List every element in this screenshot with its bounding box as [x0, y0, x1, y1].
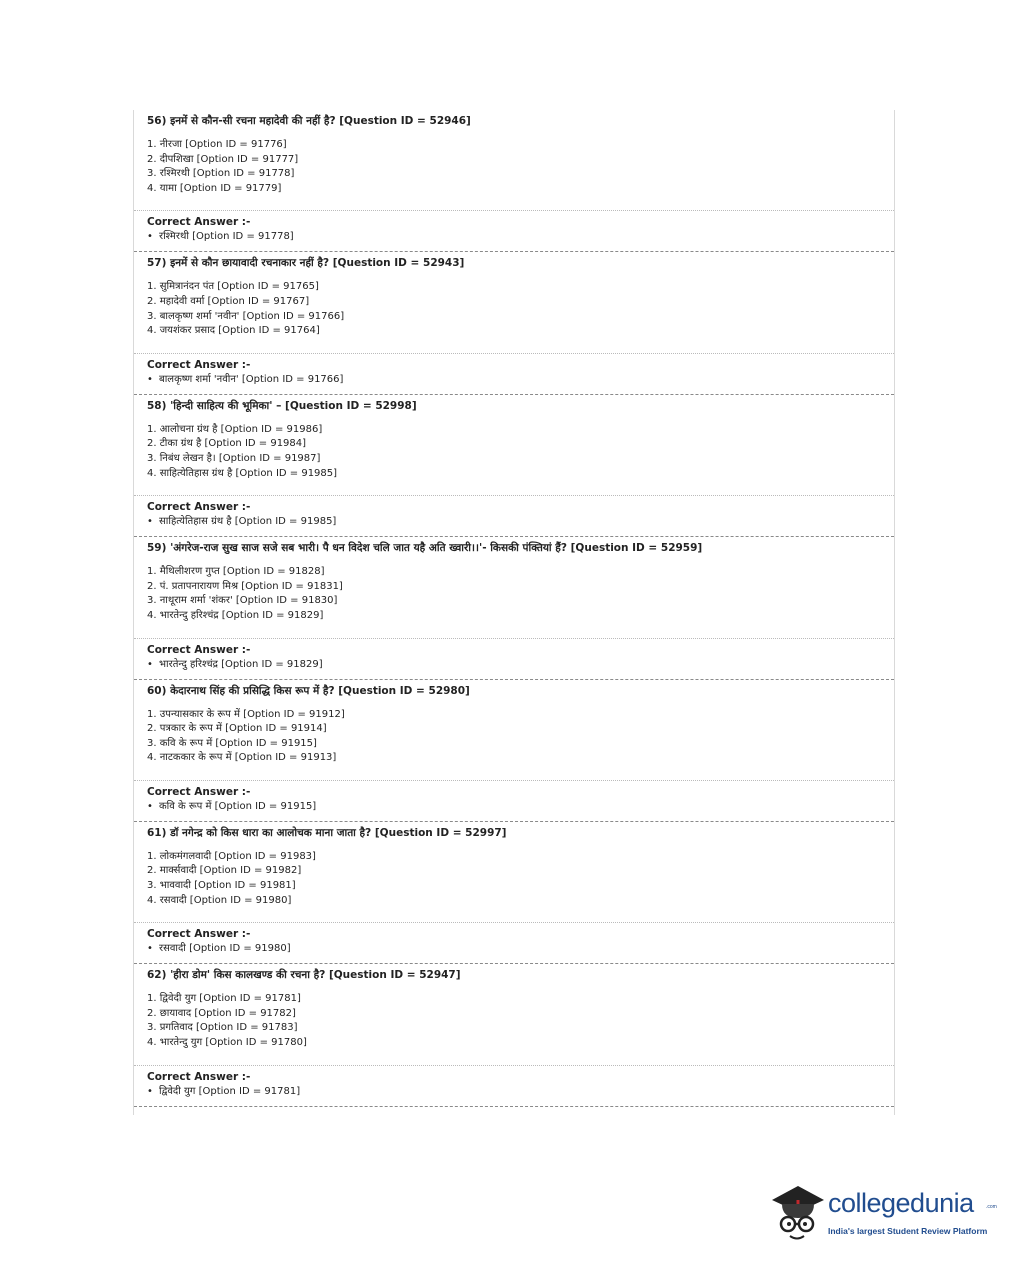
correct-answer: [147, 941, 881, 957]
option-item: 4. भारतेन्दु युग [Option ID = 91780]: [147, 1037, 307, 1049]
bullet-icon: •: [147, 231, 153, 243]
option-item: 2. महादेवी वर्मा [Option ID = 91767]: [147, 295, 310, 307]
bullet-icon: •: [147, 943, 153, 955]
question-title: 57) इनमें से कौन छायावादी रचनाकार नहीं है? [Question ID = 52943]: [147, 257, 465, 270]
correct-answer-text: कवि के रूप में [Option ID = 91915]: [159, 800, 317, 812]
correct-answer: [147, 514, 881, 530]
option-item: 4. जयशंकर प्रसाद [Option ID = 91764]: [147, 325, 320, 337]
answer-divider: [134, 210, 894, 211]
bullet-icon: •: [147, 658, 153, 670]
student-mascot-icon: [768, 1178, 826, 1244]
correct-answer-label: Correct Answer :-: [147, 501, 251, 514]
option-item: 3. बालकृष्ण शर्मा 'नवीन' [Option ID = 91766]: [147, 310, 345, 322]
options-list: [147, 138, 881, 196]
question-title: 58) 'हिन्दी साहित्य की भूमिका' – [Question ID = 52998]: [147, 399, 417, 412]
option-item: 4. यामा [Option ID = 91779]: [147, 182, 282, 194]
option-item: 1. लोकमंगलवादी [Option ID = 91983]: [147, 850, 316, 862]
collegedunia-logo[interactable]: [768, 1178, 1000, 1248]
option-item: 1. सुमित्रानंदन पंत [Option ID = 91765]: [147, 281, 319, 293]
correct-answer: [147, 229, 881, 245]
correct-answer-label: Correct Answer :-: [147, 1070, 251, 1083]
logo-wordmark: collegedunia: [828, 1188, 974, 1218]
answer-divider: [134, 495, 894, 496]
answer-divider: [134, 780, 894, 781]
option-item: 3. रश्मिरथी [Option ID = 91778]: [147, 168, 295, 180]
option-item: 4. साहित्येतिहास ग्रंथ है [Option ID = 91985]: [147, 467, 338, 479]
question-title: 62) 'हीरा डोम' किस कालखण्ड की रचना है? [Question ID = 52947]: [147, 969, 461, 982]
option-item: 4. भारतेन्दु हरिश्चंद्र [Option ID = 91829]: [147, 609, 324, 621]
options-list: [147, 280, 881, 338]
correct-answer-text: रसवादी [Option ID = 91980]: [159, 943, 291, 955]
option-item: 2. मार्क्सवादी [Option ID = 91982]: [147, 865, 302, 877]
bullet-icon: •: [147, 1085, 153, 1097]
question-block-61: [134, 822, 894, 964]
correct-answer: [147, 657, 881, 673]
question-title: 61) डॉ नगेन्द्र को किस धारा का आलोचक माना जाता है? [Question ID = 52997]: [147, 826, 507, 839]
logo-domain: .com: [986, 1204, 997, 1210]
correct-answer: [147, 372, 881, 388]
bullet-icon: •: [147, 800, 153, 812]
question-block-62: [134, 964, 894, 1106]
correct-answer-label: Correct Answer :-: [147, 928, 251, 941]
answer-divider: [134, 1065, 894, 1066]
option-item: 1. मैथिलीशरण गुप्त [Option ID = 91828]: [147, 566, 325, 578]
option-item: 3. कवि के रूप में [Option ID = 91915]: [147, 737, 317, 749]
options-list: [147, 565, 881, 623]
question-title: 56) इनमें से कौन-सी रचना महादेवी की नहीं है? [Question ID = 52946]: [147, 115, 471, 127]
option-item: 2. पत्रकार के रूप में [Option ID = 91914]: [147, 723, 327, 735]
option-item: 2. पं. प्रतापनारायण मिश्र [Option ID = 91831]: [147, 580, 343, 592]
option-item: 4. नाटककार के रूप में [Option ID = 91913]: [147, 752, 337, 764]
options-list: [147, 992, 881, 1050]
correct-answer-label: Correct Answer :-: [147, 785, 251, 798]
option-item: 2. दीपशिखा [Option ID = 91777]: [147, 153, 299, 165]
question-block-57: [134, 252, 894, 394]
answer-divider: [134, 922, 894, 923]
correct-answer: [147, 799, 881, 815]
question-sheet: [133, 110, 895, 1115]
option-item: 1. द्विवेदी युग [Option ID = 91781]: [147, 993, 301, 1005]
question-block-58: [134, 395, 894, 537]
correct-answer-text: भारतेन्दु हरिश्चंद्र [Option ID = 91829]: [159, 658, 323, 670]
option-item: 3. भाववादी [Option ID = 91981]: [147, 880, 296, 892]
option-item: 4. रसवादी [Option ID = 91980]: [147, 894, 292, 906]
correct-answer-label: Correct Answer :-: [147, 216, 251, 229]
bullet-icon: •: [147, 516, 153, 528]
question-block-59: [134, 537, 894, 679]
option-item: 1. उपन्यासकार के रूप में [Option ID = 91912]: [147, 708, 345, 720]
option-item: 2. टीका ग्रंथ है [Option ID = 91984]: [147, 438, 307, 450]
correct-answer-text: बालकृष्ण शर्मा 'नवीन' [Option ID = 91766]: [159, 373, 344, 385]
options-list: [147, 850, 881, 908]
question-block-60: [134, 680, 894, 822]
option-item: 1. नीरजा [Option ID = 91776]: [147, 139, 287, 150]
answer-divider: [134, 638, 894, 639]
option-item: 3. नाथूराम शर्मा 'शंकर' [Option ID = 91830]: [147, 595, 338, 607]
question-title: 59) 'अंगरेज-राज सुख साज सजे सब भारी। पै धन विदेश चलि जात यहै अति ख्वारी।।'- किसकी पंक्तियां हैं? [Question ID = 52959]: [147, 542, 703, 555]
correct-answer-label: Correct Answer :-: [147, 358, 251, 371]
option-item: 3. प्रगतिवाद [Option ID = 91783]: [147, 1022, 298, 1034]
correct-answer-text: रश्मिरथी [Option ID = 91778]: [159, 231, 294, 243]
option-item: 2. छायावाद [Option ID = 91782]: [147, 1007, 296, 1019]
question-title: 60) केदारनाथ सिंह की प्रसिद्धि किस रूप में है? [Question ID = 52980]: [147, 684, 470, 697]
options-list: [147, 708, 881, 766]
logo-tagline: India's largest Student Review Platform: [828, 1226, 988, 1236]
correct-answer-label: Correct Answer :-: [147, 643, 251, 656]
option-item: 3. निबंध लेखन है। [Option ID = 91987]: [147, 452, 321, 464]
options-list: [147, 423, 881, 481]
bullet-icon: •: [147, 373, 153, 385]
answer-divider: [134, 353, 894, 354]
option-item: 1. आलोचना ग्रंथ है [Option ID = 91986]: [147, 423, 323, 435]
correct-answer-text: साहित्येतिहास ग्रंथ है [Option ID = 91985]: [159, 516, 337, 528]
correct-answer-text: द्विवेदी युग [Option ID = 91781]: [159, 1085, 301, 1097]
correct-answer: [147, 1084, 881, 1100]
question-block-56: [134, 110, 894, 252]
